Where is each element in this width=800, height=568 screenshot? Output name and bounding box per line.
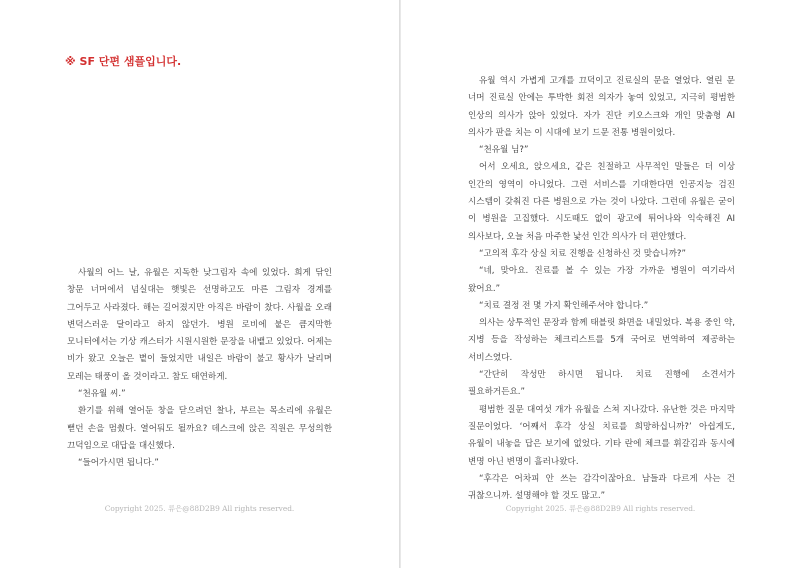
sample-notice: ※ SF 단편 샘플입니다. (65, 55, 182, 68)
left-page-body (67, 265, 332, 473)
paragraph: “고의적 후각 상실 치료 진행을 신청하신 것 맞습니까?” (479, 248, 686, 259)
paragraph: 어서 오세요, 앉으세요, 같은 친절하고 사무적인 말들은 더 이상 인간의 영역이 아니었다. 그런 서비스를 기대한다면 인공지능 검진 시스템이 갖춰진 다른 병원으로 가는 것이 나았다. 그런데 유월은 굳이 이 병원을 고집했다. 시도때도 없이 광고에 튀어나와 익숙해진 AI 의사보다, 오늘 처음 마주한 낯선 인간 의사가 더 편안했다. (468, 162, 735, 242)
right-page (401, 0, 800, 568)
paragraph: 평범한 질문 대여섯 개가 유월을 스쳐 지나갔다. 유난한 것은 마지막 질문이었다. ‘어째서 후각 상실 치료를 희망하십니까?’ 아쉽게도, 유월이 내놓을 답은 보기에 없었다. 기타 란에 체크를 휘갈김과 동시에 변명 아닌 변명이 흘러나왔다. (468, 404, 735, 467)
paragraph: “후각은 어차피 안 쓰는 감각이잖아요. 남들과 다르게 사는 건 귀찮으니까. 설명해야 할 것도 많고.” (468, 473, 735, 502)
left-page (0, 0, 399, 568)
paragraph: “네, 맞아요. 진료를 볼 수 있는 가장 가까운 병원이 여기라서 왔어요.” (468, 266, 735, 294)
paragraph: “천유월 씨.” (78, 389, 126, 400)
paragraph: 유월 역시 가볍게 고개를 끄덕이고 진료실의 문을 열었다. 열린 문 너머 진료실 안에는 투박한 회전 의자가 놓여 있었고, 지극히 평범한 인상의 의사가 앉아 있었다. 자가 진단 키오스크와 개인 맞춤형 AI 의사가 판을 치는 이 시대에 보기 드문 전통 병원이었다. (468, 76, 735, 138)
paragraph: 환기를 위해 열어둔 창을 닫으려던 찰나, 부르는 목소리에 유월은 뻗던 손을 멈췄다. 열어둬도 될까요? 데스크에 앉은 직원은 무성의한 끄덕임으로 대답을 대신했다. (67, 406, 332, 451)
paragraph: 사월의 어느 날, 유월은 지독한 낮그림자 속에 있었다. 희게 닦인 창문 너머에서 넘실대는 햇빛은 선명하고도 마른 그림자 경계를 그어두고 사라졌다. 해는 길어졌지만 아직은 바람이 찼다. 사월을 오래 변덕스러운 달이라고 하지 않던가. 병원 로비에 붙은 큼지막한 모니터에서는 기상 캐스터가 시원시원한 문장을 내뱉고 있었다. 어제는 비가 왔고 오늘은 볕이 들었지만 내일은 바람이 불고 황사가 날리며 모레는 태풍이 올 것이라고. 참도 태연하게. (67, 268, 332, 382)
paragraph: “치료 결정 전 몇 가지 확인해주셔야 합니다.” (479, 300, 649, 311)
paragraph: “천유월 님?” (479, 145, 529, 156)
paragraph: 의사는 상투적인 문장과 함께 태블릿 화면을 내밀었다. 복용 중인 약, 지병 등을 작성하는 체크리스트를 5개 국어로 번역하여 제공하는 서비스였다. (468, 318, 735, 363)
copyright-footer: Copyright 2025. 류은@88D2B9 All rights reserved. (104, 504, 295, 513)
right-page-body (468, 73, 735, 505)
paragraph: “간단히 작성만 하시면 됩니다. 치료 진행에 소견서가 필요하거든요.” (468, 370, 735, 398)
paragraph: “들어가시면 됩니다.” (78, 458, 159, 469)
copyright-footer: Copyright 2025. 류은@88D2B9 All rights reserved. (505, 504, 696, 513)
